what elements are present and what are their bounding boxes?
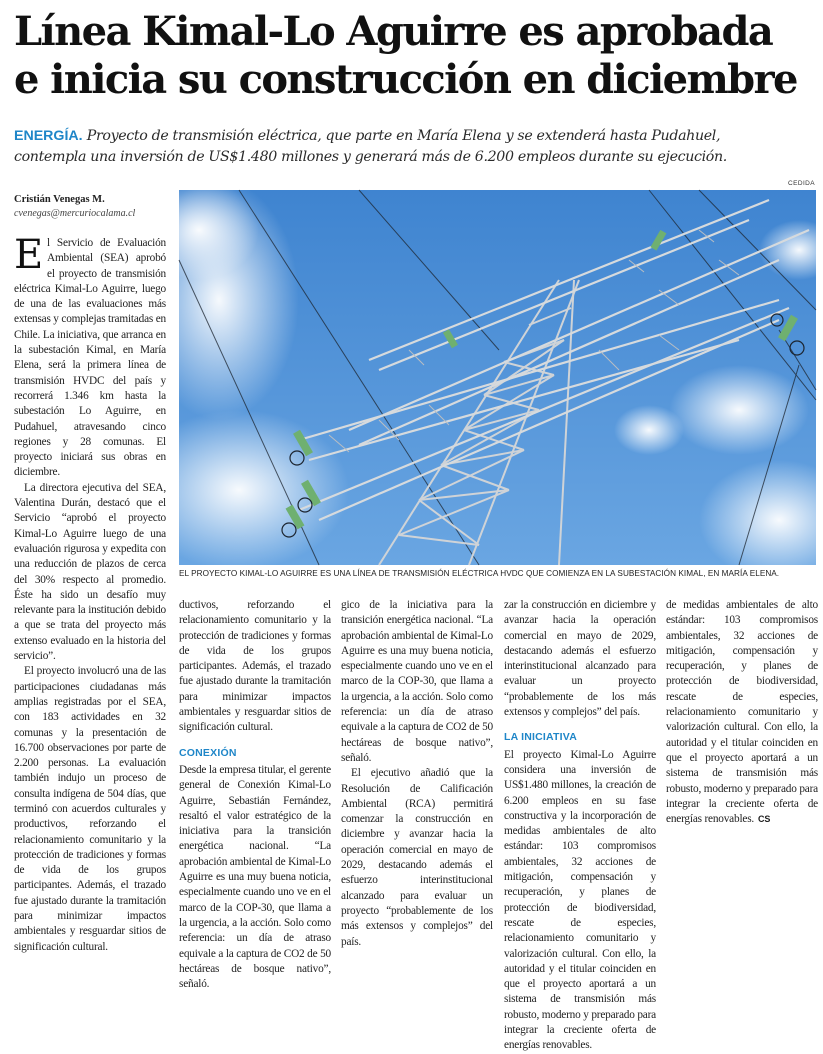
deck-line-1 [14, 126, 814, 147]
deck [14, 126, 814, 168]
paragraph-3-cont: ductivos, reforzando el relacionamiento comunitario y la protección de tradiciones y formas de vida de los grupos participantes. Además, el trazado fue ajustado durante la tramitación para minimizar impactos ambientales y resguardar sitios de significación cultural. [179, 599, 331, 734]
paragraph-3: El proyecto involucró una de las participaciones ciudadanas más amplias registradas por el SEA, con 183 actividades en 32 comunas y la presentación de 16.700 observaciones por parte de 2.200 personas. La evaluación también indujo un proceso de consulta indígena de 504 días, que terminó con acuerdos culturales y productivos, reforzando el relacionamiento comunitario y la protección de tradiciones y formas de vida de los grupos participantes. Además, el trazado fue ajustado durante la tramitación para minimizar impactos ambientales y resguardar sitios de significación cultural. [14, 665, 166, 953]
paragraph-4-cont: gico de la iniciativa para la transición energética nacional. “La aprobación ambiental de Kimal-Lo Aguirre es una muy buena noticia, especialmente cuando uno ve en el marco de la COP-30, que llama a la urgencia, a la acción. Solo como referencia: un día de atraso equivale a la captura de CO2 de 50 hectáreas de bosque nativo”, señaló. [341, 599, 494, 764]
end-mark: CS [758, 814, 771, 825]
paragraph-6-cont: de medidas ambientales de alto estándar: 103 compromisos ambientales, 32 acciones de mitigación, compensación y recuperación, y planes de protección de biodiversidad, rescate de especies, relacionamiento comunitario y valorización cultural. Con ello, la autoridad y el titular coinciden en que el proyecto aportará a un sistema de transmisión más robusto, moderno y preparado para integrar la creciente oferta de energías renovables. CS [666, 599, 818, 826]
section-kicker: ENERGÍA. [14, 128, 83, 144]
photo-transmission-tower [179, 190, 816, 565]
photo-credit: CEDIDA [788, 180, 815, 187]
subhead-iniciativa: LA INICIATIVA [504, 731, 577, 744]
headline-line-2: e inicia su construcción en diciembre [14, 56, 797, 103]
deck-text-1: Proyecto de transmisión eléctrica, que parte en María Elena y se extenderá hasta Pudahuel, [86, 128, 721, 144]
byline-author: Cristián Venegas M. [14, 194, 105, 205]
paragraph-2: La directora ejecutiva del SEA, Valentina Durán, destacó que el Servicio “aprobó el proyecto Kimal-Lo Aguirre luego de una evaluación rigurosa y expedita con una reducción de plazos de cerca del 30% respecto al promedio. Éste ha sido un desafío muy relevante para la institución debido a que se trata del proyecto más extenso evaluado en la historia del servicio”. [14, 481, 166, 663]
paragraph-4: Desde la empresa titular, el gerente general de Conexión Kimal-Lo Aguirre, Sebastián Fernández, resaltó el valor estratégico de la iniciativa para la transición energética nacional. “La aprobación ambiental de Kimal-Lo Aguirre es una muy buena noticia, especialmente cuando uno ve en el marco de la COP-30, que llama a la urgencia, a la acción. Solo como referencia: un día de atraso equivale a la captura de CO2 de 50 hectáreas de bosque nativo”, señaló. [179, 763, 332, 991]
subhead-conexion: CONEXIÓN [179, 746, 237, 759]
paragraph-5-cont: zar la construcción en diciembre y avanzar hacia la operación comercial en mayo de 2029, destacando además el esfuerzo interinstitucional alcanzado para evaluar un proyecto “probablemente de los más extensos y complejos” del país. [504, 599, 656, 719]
article-column-1 [14, 232, 166, 953]
article-column-3 [341, 598, 494, 948]
article-column-4 [504, 598, 656, 1052]
headline-line-1: Línea Kimal-Lo Aguirre es aprobada [14, 8, 773, 55]
deck-line-2: contempla una inversión de US$1.480 millones y generará más de 6.200 empleos durante su ejecución. [14, 149, 727, 165]
paragraph-6: El proyecto Kimal-Lo Aguirre considera una inversión de US$1.480 millones, la creación de 6.200 empleos en su fase constructiva y la incorporación de medidas ambientales de alto estándar: 103 compromisos ambientales, 32 acciones de mitigación, compensación y recuperación, y planes de protección de biodiversidad, rescate de especies, relacionamiento comunitario y valorización cultural. Con ello, la autoridad y el titular coinciden en que el proyecto aportará a un sistema de transmisión más robusto, moderno y preparado para integrar la creciente oferta de energías renovables. [504, 748, 656, 1052]
photo-caption: EL PROYECTO KIMAL-LO AGUIRRE ES UNA LÍNEA DE TRANSMISIÓN ELÉCTRICA HVDC QUE COMIENZA EN LA SUBESTACIÓN KIMAL, EN MARÍA ELENA. [179, 569, 780, 578]
article-column-5 [666, 598, 818, 832]
paragraph-5: El ejecutivo añadió que la Resolución de Calificación Ambiental (RCA) permitirá comenzar la construcción en diciembre y avanzar hacia la operación comercial en mayo de 2029, destacando además el esfuerzo interinstitucional alcanzado para evaluar un proyecto “probablemente de los más extensos y complejos” del país. [341, 767, 493, 948]
tower-illustration [179, 190, 816, 565]
dropcap: E [14, 232, 43, 278]
paragraph-1-text: l Servicio de Evaluación Ambiental (SEA) aprobó el proyecto de transmisión eléctrica Kimal-Lo Aguirre, luego de una de las evaluaciones más extensas y complejas tramitadas en Chile. La iniciativa, que arranca en la subestación Kimal, en María Elena, será la primera línea de transmisión HVDC del país y recorrerá 1.346 km hasta la subestación Lo Aguirre, en Pudahuel, atravesando cinco regiones y 28 comunas. El proyecto iniciará sus obras en diciembre. [14, 237, 166, 479]
paragraph-1 [14, 232, 166, 481]
article-column-2 [179, 598, 332, 991]
headline [14, 8, 814, 104]
byline-email: cvenegas@mercuriocalama.cl [14, 208, 136, 219]
